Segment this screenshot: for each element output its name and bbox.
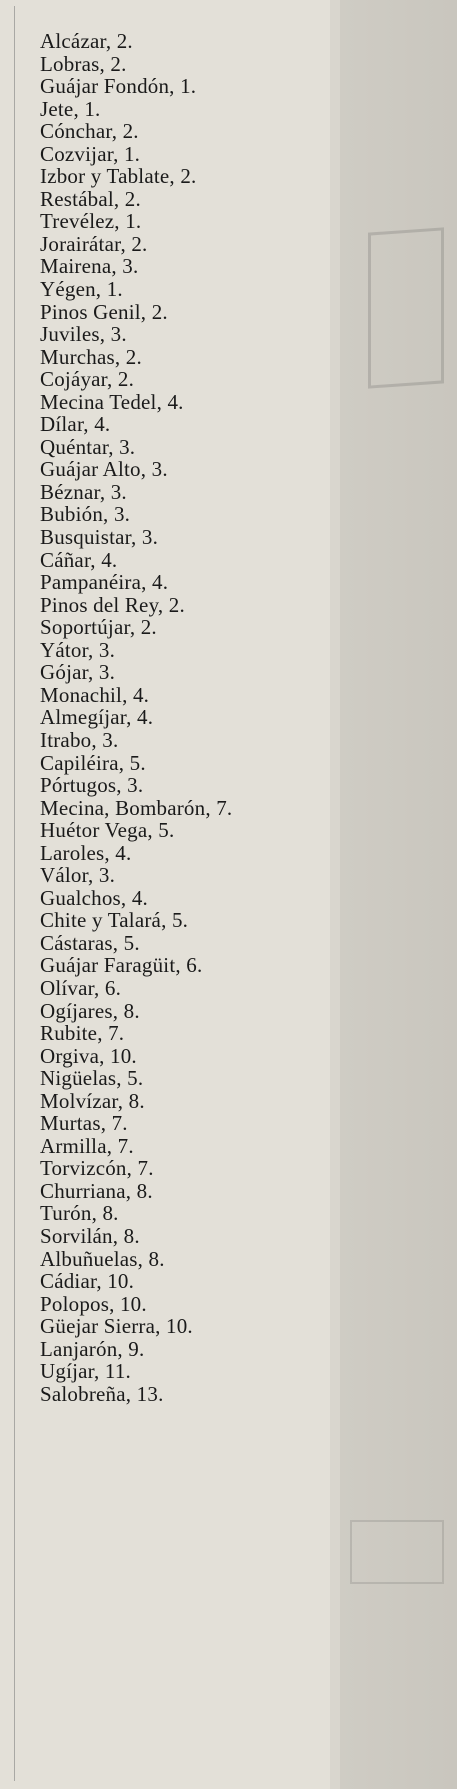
list-item: Bubión, 3. <box>40 502 131 527</box>
list-item: Orgiva, 10. <box>40 1043 137 1068</box>
list-item: Yégen, 1. <box>40 277 123 302</box>
list-item: Capiléira, 5. <box>40 750 146 775</box>
list-item: Churriana, 8. <box>40 1178 153 1203</box>
list-item: Mecina Tedel, 4. <box>40 389 184 414</box>
list-item: Gójar, 3. <box>40 660 116 685</box>
list-item: Cádiar, 10. <box>40 1269 135 1294</box>
list-item: Molvízar, 8. <box>40 1088 145 1113</box>
village-list <box>40 30 232 1405</box>
list-item: Ugíjar, 11. <box>40 1359 131 1384</box>
list-item: Torvizcón, 7. <box>40 1156 154 1181</box>
list-item: Jete, 1. <box>40 96 101 121</box>
list-item: Gualchos, 4. <box>40 885 148 910</box>
show-through-print <box>350 1520 444 1584</box>
list-item: Busquistar, 3. <box>40 525 159 550</box>
list-item: Ogíjares, 8. <box>40 998 140 1023</box>
list-item: Guájar Fondón, 1. <box>40 74 197 99</box>
list-item: Pinos del Rey, 2. <box>40 592 185 617</box>
list-item: Turón, 8. <box>40 1201 119 1226</box>
list-item: Guájar Faragüit, 6. <box>40 953 203 978</box>
list-item: Laroles, 4. <box>40 840 132 865</box>
list-item: Güejar Sierra, 10. <box>40 1314 193 1339</box>
list-item: Izbor y Tablate, 2. <box>40 164 197 189</box>
list-item: Cáñar, 4. <box>40 547 118 572</box>
list-item: Cónchar, 2. <box>40 119 139 144</box>
list-item: Soportújar, 2. <box>40 615 157 640</box>
list-item: Murchas, 2. <box>40 344 142 369</box>
list-item: Juviles, 3. <box>40 322 127 347</box>
list-item: Cozvijar, 1. <box>40 141 141 166</box>
adjacent-column-bleed <box>340 0 457 1789</box>
list-item: Cástaras, 5. <box>40 930 140 955</box>
list-item: Albuñuelas, 8. <box>40 1246 165 1271</box>
list-item: Alcázar, 2. <box>40 29 133 53</box>
list-item: Jorairátar, 2. <box>40 231 148 256</box>
list-item: Dílar, 4. <box>40 412 111 437</box>
list-item: Cojáyar, 2. <box>40 367 135 392</box>
list-item: Trevélez, 1. <box>40 209 142 234</box>
list-item: Sorvilán, 8. <box>40 1223 140 1248</box>
list-item: Válor, 3. <box>40 863 116 888</box>
list-item: Armilla, 7. <box>40 1133 134 1158</box>
list-item: Olívar, 6. <box>40 975 122 1000</box>
list-item: Chite y Talará, 5. <box>40 908 189 933</box>
list-item: Yátor, 3. <box>40 637 116 662</box>
list-item: Huétor Vega, 5. <box>40 818 175 843</box>
list-item: Murtas, 7. <box>40 1111 128 1136</box>
list-item: Almegíjar, 4. <box>40 705 154 730</box>
list-item: Salobreña, 13. <box>40 1381 164 1406</box>
list-item: Rubite, 7. <box>40 1021 125 1046</box>
show-through-print <box>368 227 444 388</box>
list-item: Nigüelas, 5. <box>40 1066 144 1091</box>
list-item: Polopos, 10. <box>40 1291 147 1316</box>
list-item: Itrabo, 3. <box>40 727 119 752</box>
list-item: Lanjarón, 9. <box>40 1336 145 1361</box>
list-item: Lobras, 2. <box>40 51 127 76</box>
list-item: Pinos Genil, 2. <box>40 299 168 324</box>
list-item: Quéntar, 3. <box>40 434 136 459</box>
list-item: Pórtugos, 3. <box>40 773 144 798</box>
list-item: Pampanéira, 4. <box>40 570 169 595</box>
list-item: Béznar, 3. <box>40 479 127 504</box>
list-item: Mecina, Bombarón, 7. <box>40 795 233 820</box>
column-rule <box>14 6 15 1781</box>
list-item: Guájar Alto, 3. <box>40 457 168 482</box>
list-item: Restábal, 2. <box>40 186 141 211</box>
list-item: Monachil, 4. <box>40 682 150 707</box>
list-item: Mairena, 3. <box>40 254 139 279</box>
